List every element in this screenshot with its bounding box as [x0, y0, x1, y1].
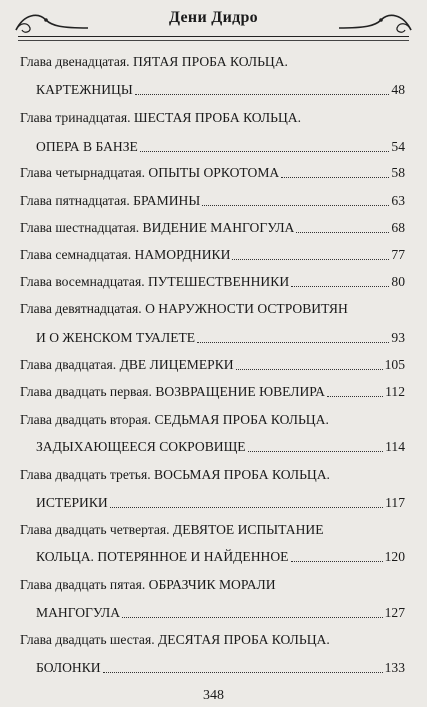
toc-entry [20, 245, 405, 265]
folio-page-number: 348 [203, 688, 224, 703]
dot-leader [296, 232, 389, 233]
toc-entry-title: Глава двадцать третья. ВОСЬМАЯ ПРОБА КОЛЬЦА. [20, 467, 330, 482]
flourish-right-icon [335, 6, 415, 36]
dot-leader [122, 617, 383, 618]
toc-entry [20, 108, 405, 128]
dot-leader [236, 369, 383, 370]
toc-entry [36, 80, 405, 100]
toc-entry-page: 133 [384, 660, 405, 675]
toc-entry-title: Глава шестнадцатая. ВИДЕНИЕ МАНГОГУЛА [20, 220, 295, 235]
toc-entry [20, 218, 405, 238]
toc-entry-title: Глава двадцать четвертая. ДЕВЯТОЕ ИСПЫТАНИЕ [20, 522, 324, 537]
dot-leader [232, 259, 389, 260]
toc-entry-page: 114 [385, 439, 405, 454]
toc-entry-page: 68 [391, 220, 405, 235]
header-rule-thick [18, 36, 409, 37]
toc-entry-title: Глава девятнадцатая. О НАРУЖНОСТИ ОСТРОВИТЯН [20, 301, 348, 316]
toc-entry [20, 630, 405, 650]
toc-entry-page: 63 [391, 193, 405, 208]
toc-entry-title: Глава двадцать пятая. ОБРАЗЧИК МОРАЛИ [20, 577, 276, 592]
toc-entry-page: 48 [391, 82, 405, 97]
toc-entry-title: Глава двадцать первая. ВОЗВРАЩЕНИЕ ЮВЕЛИРА [20, 384, 325, 399]
toc-entry [20, 465, 405, 485]
toc-entry-title: БОЛОНКИ [36, 660, 101, 675]
toc-entry-title: МАНГОГУЛА [36, 605, 121, 620]
toc-entry [36, 437, 405, 457]
toc-entry-title: Глава двадцатая. ДВЕ ЛИЦЕМЕРКИ [20, 357, 234, 372]
toc-entry [20, 191, 405, 211]
toc-entry [36, 137, 405, 157]
toc-entry [20, 520, 405, 540]
toc-entry [36, 328, 405, 348]
toc-entry-page: 117 [385, 495, 405, 510]
toc-entry-page: 120 [384, 549, 405, 564]
toc-entry [36, 547, 405, 567]
dot-leader [248, 451, 384, 452]
dot-leader [327, 396, 383, 397]
toc-entry-title: КОЛЬЦА. ПОТЕРЯННОЕ И НАЙДЕННОЕ [36, 549, 289, 564]
toc-entry-title: Глава семнадцатая. НАМОРДНИКИ [20, 247, 231, 262]
dot-leader [281, 177, 389, 178]
toc-entry [36, 493, 405, 513]
toc-entry-page: 80 [391, 274, 405, 289]
toc-entry-page: 58 [391, 165, 405, 180]
toc-entry [36, 603, 405, 623]
toc-entry [20, 272, 405, 292]
toc-entry [20, 410, 405, 430]
toc-entry-title: Глава тринадцатая. ШЕСТАЯ ПРОБА КОЛЬЦА. [20, 110, 301, 125]
toc-entry-title: Глава двадцать шестая. ДЕСЯТАЯ ПРОБА КОЛЬЦА. [20, 632, 330, 647]
toc-entry [20, 355, 405, 375]
toc-entry-title: Глава восемнадцатая. ПУТЕШЕСТВЕННИКИ [20, 274, 290, 289]
toc-entry [20, 299, 405, 319]
running-head-author: Дени Дидро [169, 9, 258, 26]
toc-entry-title: Глава двенадцатая. ПЯТАЯ ПРОБА КОЛЬЦА. [20, 54, 288, 69]
toc-entry [20, 163, 405, 183]
dot-leader [135, 94, 390, 95]
dot-leader [291, 286, 389, 287]
toc-entry-title: Глава четырнадцатая. ОПЫТЫ ОРКОТОМА [20, 165, 280, 180]
dot-leader [202, 205, 389, 206]
toc-entry-page: 77 [391, 247, 405, 262]
toc-entry-title: ОПЕРА В БАНЗЕ [36, 139, 138, 154]
toc-entry [20, 382, 405, 402]
dot-leader [140, 151, 390, 152]
toc-entry [36, 658, 405, 678]
toc-entry-page: 93 [391, 330, 405, 345]
toc-entry-title: Глава пятнадцатая. БРАМИНЫ [20, 193, 201, 208]
dot-leader [291, 561, 383, 562]
toc-entry-page: 127 [384, 605, 405, 620]
toc-entry [20, 575, 405, 595]
toc-entry-title: И О ЖЕНСКОМ ТУАЛЕТЕ [36, 330, 196, 345]
header-rule-thin [18, 40, 409, 41]
dot-leader [197, 342, 389, 343]
toc-entry-title: Глава двадцать вторая. СЕДЬМАЯ ПРОБА КОЛЬЦА. [20, 412, 329, 427]
toc-entry-title: ЗАДЫХАЮЩЕЕСЯ СОКРОВИЩЕ [36, 439, 246, 454]
toc-entry-page: 112 [385, 384, 405, 399]
page-header [0, 0, 427, 44]
dot-leader [110, 507, 383, 508]
toc-entry-page: 105 [384, 357, 405, 372]
toc-entry-title: ИСТЕРИКИ [36, 495, 108, 510]
toc-entry [20, 52, 405, 72]
toc-entry-page: 54 [391, 139, 405, 154]
toc-entry-title: КАРТЕЖНИЦЫ [36, 82, 133, 97]
dot-leader [103, 672, 383, 673]
